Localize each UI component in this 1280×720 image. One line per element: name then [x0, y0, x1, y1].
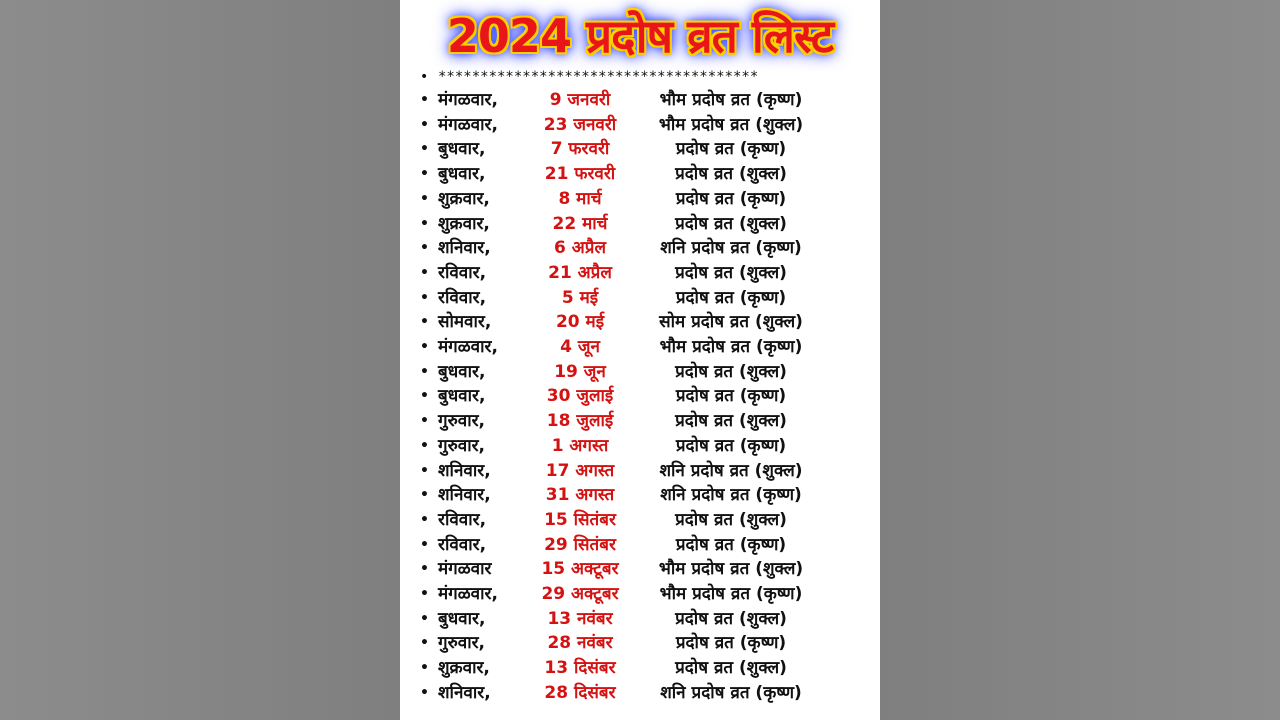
bullet-icon: •	[420, 92, 429, 108]
date-label: 18 जुलाई	[546, 411, 614, 432]
date-label: 28 दिसंबर	[544, 682, 616, 703]
date-label: 17 अगस्त	[545, 460, 615, 481]
vrat-name: प्रदोष व्रत (शुक्ल)	[675, 164, 787, 185]
bullet-icon: •	[420, 363, 429, 380]
vrat-name: प्रदोष व्रत (शुक्ल)	[675, 262, 787, 283]
date-label: 13 दिसंबर	[544, 658, 616, 679]
weekday-label: बुधवार,	[438, 139, 486, 160]
weekday-label: बुधवार,	[438, 361, 486, 382]
vrat-name: प्रदोष व्रत (शुक्ल)	[675, 658, 787, 679]
bullet-icon: •	[420, 314, 429, 331]
bullet-icon: •	[420, 437, 429, 454]
bullet-icon: •	[420, 610, 429, 627]
bullet-icon: •	[420, 215, 429, 232]
weekday-label: बुधवार,	[438, 386, 486, 407]
bullet-icon: •	[420, 69, 429, 85]
date-label: 22 मार्च	[552, 213, 608, 234]
right-backdrop	[880, 0, 1280, 720]
date-label: 23 जनवरी	[543, 114, 617, 135]
weekday-label: रविवार,	[438, 262, 487, 283]
vrat-name: प्रदोष व्रत (शुक्ल)	[675, 213, 787, 234]
date-label: 30 जुलाई	[546, 386, 614, 407]
date-label: 28 नवंबर	[547, 633, 613, 654]
bullet-icon: •	[420, 388, 429, 405]
vrat-name: प्रदोष व्रत (शुक्ल)	[675, 361, 787, 382]
bullet-icon: •	[420, 586, 429, 602]
bullet-icon: •	[420, 511, 429, 528]
page-title: 2024 प्रदोष व्रत लिस्ट	[446, 9, 834, 63]
bullet-icon: •	[420, 264, 429, 281]
vrat-name: प्रदोष व्रत (कृष्ण)	[675, 435, 787, 456]
weekday-label: शनिवार,	[438, 485, 491, 506]
date-label: 1 अगस्त	[551, 435, 609, 456]
weekday-label: रविवार,	[438, 287, 487, 308]
date-label: 6 अप्रैल	[554, 238, 606, 259]
date-label: 8 मार्च	[558, 188, 602, 209]
pradosh-list-sheet	[400, 0, 880, 720]
weekday-label: रविवार,	[438, 534, 487, 555]
vrat-name: प्रदोष व्रत (शुक्ल)	[675, 608, 787, 629]
weekday-label: मंगळवार,	[438, 90, 498, 110]
weekday-label: शनिवार,	[438, 460, 491, 481]
weekday-label: शुक्रवार,	[438, 188, 490, 209]
date-label: 5 मई	[561, 287, 599, 308]
weekday-label: शुक्रवार,	[438, 658, 490, 679]
vrat-name: प्रदोष व्रत (कृष्ण)	[675, 287, 787, 308]
left-backdrop	[0, 0, 400, 720]
bullet-icon: •	[420, 561, 429, 578]
weekday-label: शनिवार,	[438, 682, 491, 703]
vrat-name: भौम प्रदोष व्रत (शुक्ल)	[658, 559, 804, 580]
vrat-name: प्रदोष व्रत (कृष्ण)	[675, 534, 787, 555]
bullet-icon: •	[420, 660, 429, 677]
bullet-icon: •	[420, 289, 429, 306]
bullet-icon: •	[420, 462, 429, 479]
date-label: 20 मई	[555, 312, 605, 333]
bullet-icon: •	[420, 240, 429, 257]
vrat-name: सोम प्रदोष व्रत (शुक्ल)	[659, 312, 803, 333]
vrat-name: शनि प्रदोष व्रत (कृष्ण)	[660, 485, 802, 506]
vrat-name: भौम प्रदोष व्रत (कृष्ण)	[659, 90, 803, 110]
bullet-icon: •	[420, 166, 429, 183]
vrat-name: शनि प्रदोष व्रत (कृष्ण)	[660, 238, 802, 259]
weekday-label: गुरुवार,	[438, 411, 486, 432]
weekday-label: गुरुवार,	[438, 633, 486, 654]
vrat-name: प्रदोष व्रत (शुक्ल)	[675, 509, 787, 530]
bullet-icon: •	[420, 339, 429, 355]
weekday-label: मंगळवार,	[438, 337, 498, 357]
vrat-name: प्रदोष व्रत (शुक्ल)	[675, 411, 787, 432]
date-label: 29 अक्टूबर	[541, 584, 619, 604]
vrat-name: प्रदोष व्रत (कृष्ण)	[675, 139, 787, 160]
weekday-label: गुरुवार,	[438, 435, 486, 456]
weekday-label: सोमवार,	[438, 312, 492, 333]
vrat-name: प्रदोष व्रत (कृष्ण)	[675, 386, 787, 407]
vrat-name: प्रदोष व्रत (कृष्ण)	[675, 633, 787, 654]
date-label: 21 फरवरी	[544, 164, 616, 185]
separator-line	[420, 66, 758, 88]
weekday-label: मंगळवार,	[438, 114, 498, 135]
bullet-icon: •	[420, 635, 429, 652]
bullet-icon: •	[420, 116, 429, 133]
bullet-icon: •	[420, 141, 429, 158]
vrat-name: भौम प्रदोष व्रत (शुक्ल)	[658, 114, 804, 135]
date-label: 15 अक्टूबर	[541, 559, 619, 580]
separator-stars: **************************************	[438, 69, 759, 85]
bullet-icon: •	[420, 413, 429, 430]
weekday-label: रविवार,	[438, 509, 487, 530]
weekday-label: शनिवार,	[438, 238, 491, 259]
vrat-name: भौम प्रदोष व्रत (कृष्ण)	[659, 337, 803, 357]
vrat-name: प्रदोष व्रत (कृष्ण)	[675, 188, 787, 209]
bullet-icon: •	[420, 684, 429, 701]
date-label: 31 अगस्त	[545, 485, 615, 506]
weekday-label: मंगळवार	[438, 559, 492, 580]
weekday-label: मंगळवार,	[438, 584, 498, 604]
vrat-name: भौम प्रदोष व्रत (कृष्ण)	[659, 584, 803, 604]
weekday-label: शुक्रवार,	[438, 213, 490, 234]
bullet-icon: •	[420, 487, 429, 504]
date-label: 7 फरवरी	[550, 139, 610, 160]
bullet-icon: •	[420, 536, 429, 553]
vrat-name: शनि प्रदोष व्रत (शुक्ल)	[659, 460, 803, 481]
weekday-label: बुधवार,	[438, 608, 486, 629]
weekday-label: बुधवार,	[438, 164, 486, 185]
date-label: 21 अप्रैल	[548, 262, 612, 283]
date-label: 29 सितंबर	[544, 534, 616, 555]
date-label: 9 जनवरी	[549, 90, 611, 110]
date-label: 15 सितंबर	[544, 509, 616, 530]
bullet-icon: •	[420, 190, 429, 207]
date-label: 19 जून	[554, 361, 606, 382]
date-label: 13 नवंबर	[547, 608, 613, 629]
vrat-name: शनि प्रदोष व्रत (कृष्ण)	[660, 682, 802, 703]
date-label: 4 जून	[560, 337, 600, 357]
